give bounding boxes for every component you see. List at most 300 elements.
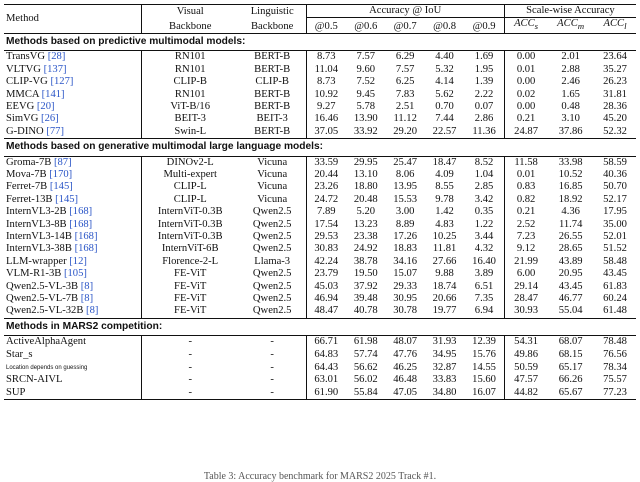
accuracy-value-cell: 56.62 [353, 361, 378, 373]
method-name-cell [4, 243, 141, 255]
scale-value-cell: 0.02 [516, 88, 536, 100]
accuracy-value-cell: 7.44 [435, 113, 454, 125]
table-row [4, 206, 636, 218]
table-row [4, 113, 636, 125]
scale-value-cell: 78.48 [603, 336, 627, 348]
scale-value-cell: 77.23 [603, 386, 627, 398]
table-row [4, 256, 636, 268]
accuracy-value-cell: 30.95 [393, 293, 418, 305]
accuracy-value-cell: 40.78 [353, 305, 378, 317]
scale-value-cell: 61.83 [603, 280, 627, 292]
scale-value-cell: 52.32 [603, 125, 627, 137]
scale-value-cell: 45.20 [603, 113, 627, 125]
accuracy-value-cell: 45.03 [314, 280, 339, 292]
accuracy-value-cell: 61.90 [314, 386, 339, 398]
accuracy-value-cell: 8.73 [317, 51, 336, 63]
linguistic-backbone-cell: Vicuna [239, 194, 306, 206]
citation-link[interactable]: [170] [49, 168, 73, 180]
accuracy-value-cell: 16.40 [464, 256, 504, 268]
visual-backbone-cell: ViT-B/16 [170, 100, 211, 112]
accuracy-value-cell: 6.94 [464, 305, 504, 318]
table-row [4, 126, 636, 139]
accuracy-value-cell: 23.38 [353, 231, 378, 243]
linguistic-backbone-cell: - [239, 349, 306, 361]
method-name-cell [4, 256, 141, 268]
citation-link[interactable]: [26] [41, 113, 59, 125]
scale-col-main: ACC [514, 18, 535, 30]
citation-link[interactable]: [168] [74, 243, 98, 255]
citation-link[interactable]: [168] [69, 206, 93, 218]
accuracy-value-cell: 25.47 [393, 156, 418, 168]
method-name-cell [4, 51, 141, 64]
accuracy-value-cell: 16.07 [464, 387, 504, 400]
method-name-cell [4, 305, 141, 318]
visual-backbone-cell: Swin-L [174, 125, 207, 137]
method-name-cell [4, 206, 141, 218]
accuracy-value-cell: 23.79 [314, 268, 339, 280]
scale-value-cell: 17.95 [603, 206, 627, 218]
accuracy-value-cell: 64.83 [314, 348, 339, 360]
citation-link[interactable]: [8] [80, 293, 94, 305]
table-header [4, 5, 636, 34]
accuracy-value-cell: 7.83 [395, 88, 415, 100]
linguistic-backbone-cell: Llama-3 [239, 256, 306, 268]
accuracy-value-cell: 24.92 [353, 243, 378, 255]
table-row [4, 231, 636, 243]
table-caption: Table 3: Accuracy benchmark for MARS2 2025 Track #1. [203, 471, 437, 482]
accuracy-value-cell: 3.44 [464, 231, 504, 243]
scale-value-cell: 2.01 [561, 51, 580, 63]
accuracy-value-cell: 1.04 [464, 169, 504, 181]
visual-backbone-cell: InternViT-6B [161, 243, 219, 255]
header-scale-col [594, 18, 636, 34]
table-row [4, 361, 636, 374]
accuracy-value-cell: 4.40 [435, 51, 454, 63]
accuracy-value-cell: 38.78 [353, 255, 378, 267]
accuracy-value-cell: 61.98 [353, 336, 378, 348]
accuracy-value-cell: 33.83 [432, 374, 457, 386]
linguistic-backbone-cell: Qwen2.5 [239, 268, 306, 280]
scale-value-cell: 43.45 [603, 268, 627, 280]
accuracy-value-cell: 10.92 [314, 88, 339, 100]
visual-backbone-cell: RN101 [174, 63, 206, 75]
accuracy-value-cell: 4.14 [435, 76, 454, 88]
linguistic-backbone-cell: BEIT-3 [239, 113, 306, 125]
visual-backbone-cell: FE-ViT [174, 305, 207, 317]
scale-col-main: ACC [603, 18, 625, 30]
accuracy-value-cell: 64.43 [314, 361, 339, 373]
scale-value-cell: 0.82 [516, 193, 536, 205]
method-name-cell [4, 101, 141, 113]
scale-value-cell: 65.67 [558, 386, 583, 398]
citation-link[interactable]: [105] [63, 268, 87, 280]
accuracy-value-cell: 22.57 [432, 125, 457, 137]
scale-value-cell: 2.46 [561, 76, 580, 88]
accuracy-value-cell: 6.51 [464, 281, 504, 293]
table-body [4, 33, 636, 399]
scale-value-cell: 0.00 [516, 100, 536, 112]
method-name: InternVL3-2B [6, 206, 67, 218]
accuracy-value-cell: 46.94 [314, 293, 339, 305]
table-row [4, 387, 636, 400]
citation-link[interactable]: [168] [74, 231, 98, 243]
linguistic-backbone-cell: Qwen2.5 [239, 243, 306, 255]
citation-link[interactable]: [20] [36, 100, 55, 112]
scale-col-sub: l [624, 21, 627, 32]
method-name: G-DINO [6, 125, 44, 137]
scale-value-cell: 51.52 [603, 243, 627, 255]
visual-backbone-cell: FE-ViT [174, 293, 207, 305]
header-accuracy-group: Accuracy @ IoU [306, 5, 504, 18]
accuracy-value-cell: 0.07 [464, 101, 504, 113]
accuracy-value-cell: 17.54 [314, 218, 339, 230]
method-name: LLM-wrapper [6, 255, 67, 267]
accuracy-value-cell: 8.73 [317, 76, 336, 88]
method-name-cell [4, 293, 141, 305]
accuracy-value-cell: 0.35 [464, 206, 504, 218]
table-row [4, 169, 636, 181]
accuracy-value-cell: 10.25 [432, 231, 457, 243]
scale-value-cell: 7.23 [516, 231, 536, 243]
scale-value-cell: 29.14 [514, 280, 539, 292]
scale-value-cell: 55.04 [558, 305, 583, 317]
accuracy-value-cell: 29.33 [393, 280, 418, 292]
citation-link[interactable]: [145] [49, 181, 73, 193]
accuracy-value-cell: 15.53 [393, 193, 418, 205]
accuracy-value-cell: 39.48 [353, 293, 378, 305]
linguistic-backbone-cell: Qwen2.5 [239, 293, 306, 305]
accuracy-value-cell: 8.89 [395, 218, 415, 230]
header-method: Method [4, 5, 141, 34]
table-row [4, 101, 636, 113]
linguistic-backbone-cell: - [239, 374, 306, 386]
visual-backbone-cell: InternViT-0.3B [157, 218, 223, 230]
scale-value-cell: 52.17 [603, 193, 627, 205]
accuracy-value-cell: 18.83 [393, 243, 418, 255]
scale-value-cell: 37.86 [558, 125, 583, 137]
scale-value-cell: 2.88 [561, 63, 580, 75]
linguistic-backbone-cell: Qwen2.5 [239, 281, 306, 293]
scale-value-cell: 0.01 [516, 63, 536, 75]
linguistic-backbone-cell: Qwen2.5 [239, 305, 306, 318]
section-title: Methods based on generative multimodal large language models: [6, 141, 324, 153]
visual-backbone-cell: BEIT-3 [174, 113, 206, 125]
accuracy-value-cell: 1.39 [464, 76, 504, 88]
method-name-cell [4, 181, 141, 193]
header-scale-col [547, 18, 594, 34]
scale-col-sub: s [534, 21, 539, 32]
accuracy-value-cell: 1.42 [435, 206, 454, 218]
accuracy-value-cell: 9.88 [435, 268, 454, 280]
accuracy-value-cell: 1.22 [464, 219, 504, 231]
scale-value-cell: 31.81 [603, 88, 627, 100]
method-name: SUP [6, 386, 26, 398]
scale-value-cell: 26.23 [603, 76, 627, 88]
scale-col-sub: m [577, 21, 585, 32]
table-row [4, 336, 636, 349]
scale-value-cell: 30.93 [514, 305, 539, 317]
scale-value-cell: 40.36 [603, 168, 627, 180]
visual-backbone-cell: - [188, 336, 192, 348]
method-name: Star_s [6, 348, 33, 360]
accuracy-value-cell: 17.26 [393, 231, 418, 243]
header-acc-col: @0.8 [433, 20, 457, 32]
method-name: MMCA [6, 88, 39, 100]
accuracy-value-cell: 7.89 [317, 206, 336, 218]
accuracy-value-cell: 3.89 [464, 268, 504, 280]
scale-value-cell: 49.86 [514, 348, 539, 360]
accuracy-value-cell: 29.20 [393, 125, 418, 137]
accuracy-value-cell: 6.25 [395, 76, 415, 88]
scale-value-cell: 46.77 [558, 293, 583, 305]
citation-link[interactable]: [168] [69, 218, 93, 230]
method-name: InternVL3-8B [6, 218, 67, 230]
accuracy-value-cell: 3.42 [464, 194, 504, 206]
scale-value-cell: 75.57 [603, 374, 627, 386]
scale-value-cell: 0.00 [516, 76, 536, 88]
accuracy-value-cell: 11.04 [314, 63, 339, 75]
method-name: SimVG [6, 113, 39, 125]
scale-value-cell: 21.99 [514, 255, 539, 267]
scale-value-cell: 47.57 [514, 374, 539, 386]
accuracy-value-cell: 15.60 [464, 374, 504, 386]
method-name-cell [4, 113, 141, 125]
linguistic-backbone-cell: Vicuna [239, 169, 306, 181]
method-name-cell [4, 281, 141, 293]
accuracy-value-cell: 2.86 [464, 113, 504, 125]
scale-value-cell: 54.31 [514, 336, 539, 348]
accuracy-value-cell: 8.06 [395, 168, 415, 180]
method-name: InternVL3-38B [6, 243, 72, 255]
table-row [4, 305, 636, 318]
scale-value-cell: 0.01 [516, 168, 536, 180]
citation-link[interactable]: [12] [69, 255, 87, 267]
accuracy-value-cell: 11.81 [432, 243, 457, 255]
header-visual-backbone-2: Backbone [169, 20, 212, 32]
accuracy-value-cell: 66.71 [314, 336, 339, 348]
visual-backbone-cell: - [188, 361, 192, 373]
accuracy-value-cell: 55.84 [353, 386, 378, 398]
method-name: TransVG [6, 51, 46, 63]
method-name-cell [4, 76, 141, 88]
accuracy-value-cell: 7.57 [356, 51, 376, 63]
accuracy-value-cell: 37.05 [314, 125, 339, 137]
linguistic-backbone-cell: Qwen2.5 [239, 206, 306, 218]
method-name: Groma-7B [6, 156, 52, 168]
accuracy-value-cell: 8.55 [435, 181, 454, 193]
citation-link[interactable]: [137] [43, 63, 67, 75]
linguistic-backbone-cell: - [239, 387, 306, 400]
scale-value-cell: 50.59 [514, 361, 539, 373]
accuracy-value-cell: 18.80 [353, 181, 378, 193]
method-name: Ferret-7B [6, 181, 48, 193]
method-name-cell [4, 219, 141, 231]
visual-backbone-cell: Florence-2-L [162, 255, 219, 267]
scale-value-cell: 0.48 [561, 100, 580, 112]
table-row [4, 156, 636, 169]
linguistic-backbone-cell: Qwen2.5 [239, 219, 306, 231]
results-table [4, 4, 636, 400]
section-header-row [4, 139, 636, 156]
table-row [4, 281, 636, 293]
linguistic-backbone-cell: - [239, 336, 306, 349]
accuracy-value-cell: 33.59 [314, 156, 339, 168]
accuracy-value-cell: 13.23 [353, 218, 378, 230]
accuracy-value-cell: 48.07 [393, 336, 418, 348]
method-name: Mova-7B [6, 168, 47, 180]
citation-link[interactable]: [141] [41, 88, 65, 100]
accuracy-value-cell: 5.20 [356, 206, 376, 218]
linguistic-backbone-cell: Vicuna [239, 181, 306, 193]
method-name: InternVL3-14B [6, 231, 72, 243]
scale-col-main: ACC [557, 18, 578, 30]
visual-backbone-cell: CLIP-L [173, 181, 207, 193]
scale-value-cell: 4.36 [561, 206, 580, 218]
method-name-cell [4, 336, 141, 349]
accuracy-value-cell: 29.53 [314, 231, 339, 243]
method-name-cell [4, 361, 141, 374]
citation-link[interactable]: [77] [46, 125, 64, 137]
scale-value-cell: 24.87 [514, 125, 539, 137]
header-visual-backbone-1: Visual [176, 5, 204, 17]
header-linguistic-backbone-2: Backbone [239, 18, 306, 34]
scale-value-cell: 68.07 [558, 336, 583, 348]
scale-value-cell: 52.01 [603, 231, 627, 243]
scale-value-cell: 0.21 [516, 113, 536, 125]
citation-link[interactable]: [145] [55, 193, 79, 205]
accuracy-value-cell: 27.66 [432, 255, 457, 267]
scale-value-cell: 60.24 [603, 293, 627, 305]
scale-value-cell: 78.34 [603, 361, 627, 373]
visual-backbone-cell: RN101 [174, 51, 206, 63]
accuracy-value-cell: 11.12 [393, 113, 417, 125]
table-row [4, 51, 636, 64]
table-row [4, 268, 636, 280]
accuracy-value-cell: 18.47 [432, 156, 457, 168]
table-row [4, 374, 636, 386]
method-name-cell [4, 156, 141, 169]
accuracy-value-cell: 56.02 [353, 374, 378, 386]
header-acc-col: @0.5 [314, 20, 338, 32]
table-row [4, 64, 636, 76]
scale-value-cell: 33.98 [558, 156, 583, 168]
accuracy-value-cell: 2.22 [464, 89, 504, 101]
linguistic-backbone-cell: BERT-B [239, 101, 306, 113]
linguistic-backbone-cell: CLIP-B [239, 76, 306, 88]
linguistic-backbone-cell: Qwen2.5 [239, 231, 306, 243]
scale-value-cell: 0.21 [516, 206, 536, 218]
table-row [4, 293, 636, 305]
visual-backbone-cell: CLIP-L [173, 193, 207, 205]
table-row [4, 181, 636, 193]
scale-value-cell: 11.74 [558, 218, 583, 230]
accuracy-value-cell: 57.74 [353, 348, 378, 360]
accuracy-value-cell: 9.60 [356, 63, 376, 75]
accuracy-value-cell: 32.87 [432, 361, 457, 373]
table-row [4, 76, 636, 88]
citation-link[interactable]: [8] [80, 280, 94, 292]
citation-link[interactable]: [127] [50, 76, 74, 88]
visual-backbone-cell: - [188, 386, 192, 398]
accuracy-value-cell: 15.07 [393, 268, 418, 280]
scale-value-cell: 50.70 [603, 181, 627, 193]
accuracy-value-cell: 7.35 [464, 293, 504, 305]
accuracy-value-cell: 0.70 [435, 100, 454, 112]
method-name: Ferret-13B [6, 193, 53, 205]
accuracy-value-cell: 5.32 [435, 63, 454, 75]
scale-value-cell: 35.27 [603, 63, 627, 75]
visual-backbone-cell: - [188, 348, 192, 360]
section-header-row [4, 318, 636, 335]
linguistic-backbone-cell: BERT-B [239, 89, 306, 101]
accuracy-value-cell: 24.72 [314, 193, 339, 205]
accuracy-value-cell: 5.62 [435, 88, 454, 100]
header-linguistic-backbone-1: Linguistic [239, 5, 306, 18]
accuracy-value-cell: 63.01 [314, 374, 339, 386]
scale-value-cell: 76.56 [603, 348, 627, 360]
method-name-cell [4, 374, 141, 386]
table-row [4, 89, 636, 101]
method-name-cell [4, 169, 141, 181]
accuracy-value-cell: 46.48 [393, 374, 418, 386]
accuracy-value-cell: 20.48 [353, 193, 378, 205]
scale-value-cell: 28.47 [514, 293, 539, 305]
accuracy-value-cell: 20.44 [314, 168, 339, 180]
accuracy-value-cell: 7.52 [356, 76, 376, 88]
scale-value-cell: 44.82 [514, 386, 539, 398]
accuracy-value-cell: 9.27 [317, 100, 336, 112]
accuracy-value-cell: 7.57 [395, 63, 415, 75]
scale-value-cell: 65.17 [558, 361, 583, 373]
scale-value-cell: 11.58 [514, 156, 538, 168]
method-name: Qwen2.5-VL-7B [6, 293, 79, 305]
method-name: Qwen2.5-VL-3B [6, 280, 79, 292]
method-name-cell [4, 231, 141, 243]
method-name: SRCN-AIVL [6, 374, 63, 386]
citation-link[interactable]: [8] [86, 305, 99, 317]
accuracy-value-cell: 33.92 [353, 125, 378, 137]
accuracy-value-cell: 48.47 [314, 305, 339, 317]
citation-link[interactable]: [28] [47, 51, 66, 63]
accuracy-value-cell: 30.78 [393, 305, 418, 317]
scale-value-cell: 66.26 [558, 374, 583, 386]
scale-value-cell: 1.65 [561, 88, 580, 100]
accuracy-value-cell: 2.85 [464, 181, 504, 193]
scale-value-cell: 68.15 [558, 348, 583, 360]
accuracy-value-cell: 9.78 [435, 193, 454, 205]
accuracy-value-cell: 37.92 [353, 280, 378, 292]
accuracy-value-cell: 34.80 [432, 386, 457, 398]
citation-link[interactable]: [87] [53, 156, 72, 168]
method-name-cell [4, 126, 141, 139]
scale-value-cell: 10.52 [558, 168, 583, 180]
scale-value-cell: 0.00 [516, 51, 536, 63]
accuracy-value-cell: 4.32 [464, 243, 504, 255]
accuracy-value-cell: 19.77 [432, 305, 457, 317]
header-acc-col: @0.7 [393, 20, 417, 32]
accuracy-value-cell: 15.76 [464, 349, 504, 361]
accuracy-value-cell: 47.05 [393, 386, 418, 398]
linguistic-backbone-cell: BERT-B [239, 64, 306, 76]
scale-value-cell: 18.92 [558, 193, 583, 205]
method-name-cell [4, 64, 141, 76]
scale-value-cell: 23.64 [603, 51, 627, 63]
accuracy-value-cell: 12.39 [464, 336, 504, 349]
accuracy-value-cell: 30.83 [314, 243, 339, 255]
accuracy-value-cell: 42.24 [314, 255, 339, 267]
scale-value-cell: 58.59 [603, 156, 627, 168]
scale-value-cell: 35.00 [603, 218, 627, 230]
